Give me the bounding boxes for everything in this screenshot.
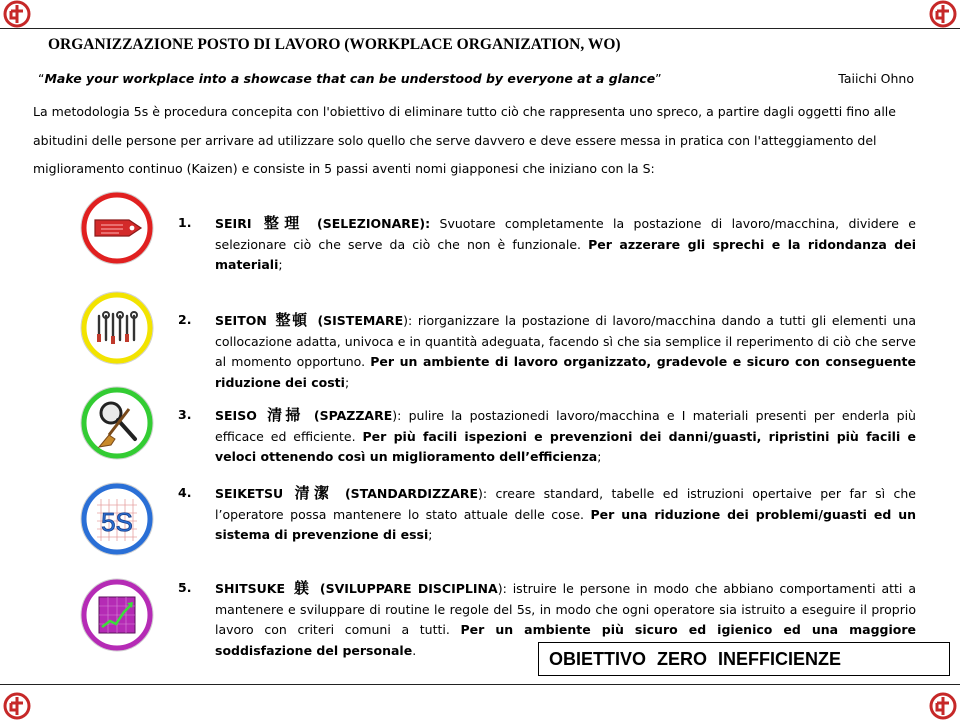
step-number: 3.	[178, 407, 192, 422]
step-5: 5. SHITSUKE 躾 (SVILUPPARE DISCIPLINA): istruire le persone in modo che abbiano comportamenti atti a mantenere e sviluppare di routine le regole del 5s, in modo che ogni operatore sia istruito a eseguire il proprio lavoro con criteri comuni a tutti. Per un ambiente più sicuro ed igienico ed una maggiore soddisfazione del personale.	[178, 579, 916, 658]
company-logo-top-right	[926, 0, 960, 28]
step-kanji: 清掃	[267, 406, 304, 424]
step-goal: Per una riduzione dei problemi/guasti ed un sistema di prevenzione di essi	[215, 506, 916, 542]
step-italian: (SPAZZARE	[313, 408, 393, 423]
step-goal: Per un ambiente di lavoro organizzato, gradevole e sicuro con conseguente riduzione dei costi	[215, 354, 916, 390]
step-italian: (STANDARDIZZARE	[344, 486, 479, 501]
quote: “Make your workplace into a showcase that can be understood by everyone at a glance”	[38, 71, 662, 86]
step-number: 1.	[178, 215, 192, 230]
step-name: SEIRI	[215, 216, 252, 231]
step-1: 1. SEIRI 整理 (SELEZIONARE): Svuotare completamente la postazione di lavoro/macchina, dividere e selezionare ciò che serve da ciò che non è funzionale. Per azzerare gli sprechi e la ridondanza dei materiali;	[178, 214, 916, 272]
step-italian: (SVILUPPARE DISCIPLINA	[319, 581, 498, 596]
step-goal: Per azzerare gli sprechi e la ridondanza dei materiali	[215, 236, 916, 272]
step-description: Svuotare completamente la postazione di lavoro/macchina, dividere e selezionare ciò che serve da ciò che non è funzionale.	[215, 216, 916, 252]
step-goal: Per più facili ispezioni e prevenzioni dei danni/guasti, ripristini più facili e veloci ottenendo così un miglioramento dell’efficienza	[215, 428, 916, 464]
quote-text: Make your workplace into a showcase that can be understood by everyone at a glance	[44, 71, 656, 86]
step-number: 2.	[178, 312, 192, 327]
company-logo-top-left	[0, 0, 34, 28]
top-divider	[0, 28, 960, 29]
step-number: 5.	[178, 580, 192, 595]
step-name: SEISO	[215, 408, 257, 423]
step-kanji: 躾	[293, 579, 311, 597]
step-kanji: 整頓	[275, 311, 309, 329]
5s-grid-icon	[79, 481, 155, 557]
step-italian: (SISTEMARE	[317, 313, 404, 328]
quote-author: Taiichi Ohno	[838, 71, 914, 86]
step-number: 4.	[178, 485, 192, 500]
step-name: SEIKETSU	[215, 486, 284, 501]
tools-icon	[79, 290, 155, 366]
growth-chart-icon	[79, 577, 155, 653]
step-description: ): istruire le persone in modo che abbiano comportamenti atti a mantenere e sviluppare di routine le regole del 5s, in modo che ogni operatore sia istruito a eseguire il proprio lavoro con criteri comuni a tutti.	[215, 581, 916, 637]
bottom-divider	[0, 684, 960, 685]
step-italian: (SELEZIONARE):	[317, 216, 431, 231]
5s-label: 5S	[101, 507, 133, 537]
step-2: 2. SEITON 整頓 (SISTEMARE): riorganizzare la postazione di lavoro/macchina dando a tutti gli elementi una collocazione adatta, univoca e in quantità adeguata, facendo sì che sia semplice il reperimento di ciò che serve al momento opportuno. Per un ambiente di lavoro organizzato, gradevole e sicuro con conseguente riduzione dei costi;	[178, 311, 916, 390]
broom-magnifier-icon	[79, 385, 155, 461]
step-name: SHITSUKE	[215, 581, 286, 596]
page-title: ORGANIZZAZIONE POSTO DI LAVORO (WORKPLACE ORGANIZATION, WO)	[48, 36, 621, 53]
objective-box: OBIETTIVO ZERO INEFFICIENZE	[538, 642, 950, 676]
company-logo-bottom-left	[0, 692, 34, 720]
step-description: ): pulire la postazionedi lavoro/macchina e I materiali presenti per enderla più efficace ed efficiente.	[215, 408, 916, 444]
step-name: SEITON	[215, 313, 267, 328]
step-kanji: 整理	[263, 214, 305, 232]
step-goal: Per un ambiente più sicuro ed igienico ed una maggiore soddisfazione del personale	[215, 622, 916, 658]
step-kanji: 清潔	[294, 484, 334, 502]
red-tag-icon	[79, 190, 155, 266]
company-logo-bottom-right	[926, 692, 960, 720]
step-4: 4. SEIKETSU 清潔 (STANDARDIZZARE): creare standard, tabelle ed istruzioni opertaive per far sì che l’operatore possa mantenere lo stato attuale delle cose. Per una riduzione dei problemi/guasti ed un sistema di prevenzione di essi;	[178, 484, 916, 542]
intro-paragraph: La metodologia 5s è procedura concepita con l'obiettivo di eliminare tutto ciò che rappresenta uno spreco, a partire dagli oggetti fino alle abitudini delle persone per arrivare ad utilizzare solo quello che serve davvero e deve essere messa in pratica con l'atteggiamento del miglioramento continuo (Kaizen) e consiste in 5 passi aventi nomi giapponesi che iniziano con la S:	[33, 104, 896, 176]
step-description: ): riorganizzare la postazione di lavoro/macchina dando a tutti gli elementi una collocazione adatta, univoca e in quantità adeguata, facendo sì che sia semplice il reperimento di ciò che serve al momento opportuno.	[215, 313, 916, 369]
step-3: 3. SEISO 清掃 (SPAZZARE): pulire la postazionedi lavoro/macchina e I materiali presenti per enderla più efficace ed efficiente. Per più facili ispezioni e prevenzioni dei danni/guasti, ripristini più facili e veloci ottenendo così un miglioramento dell’efficienza;	[178, 406, 916, 464]
step-description: ): creare standard, tabelle ed istruzioni opertaive per far sì che l’operatore possa mantenere lo stato attuale delle cose.	[215, 486, 916, 522]
